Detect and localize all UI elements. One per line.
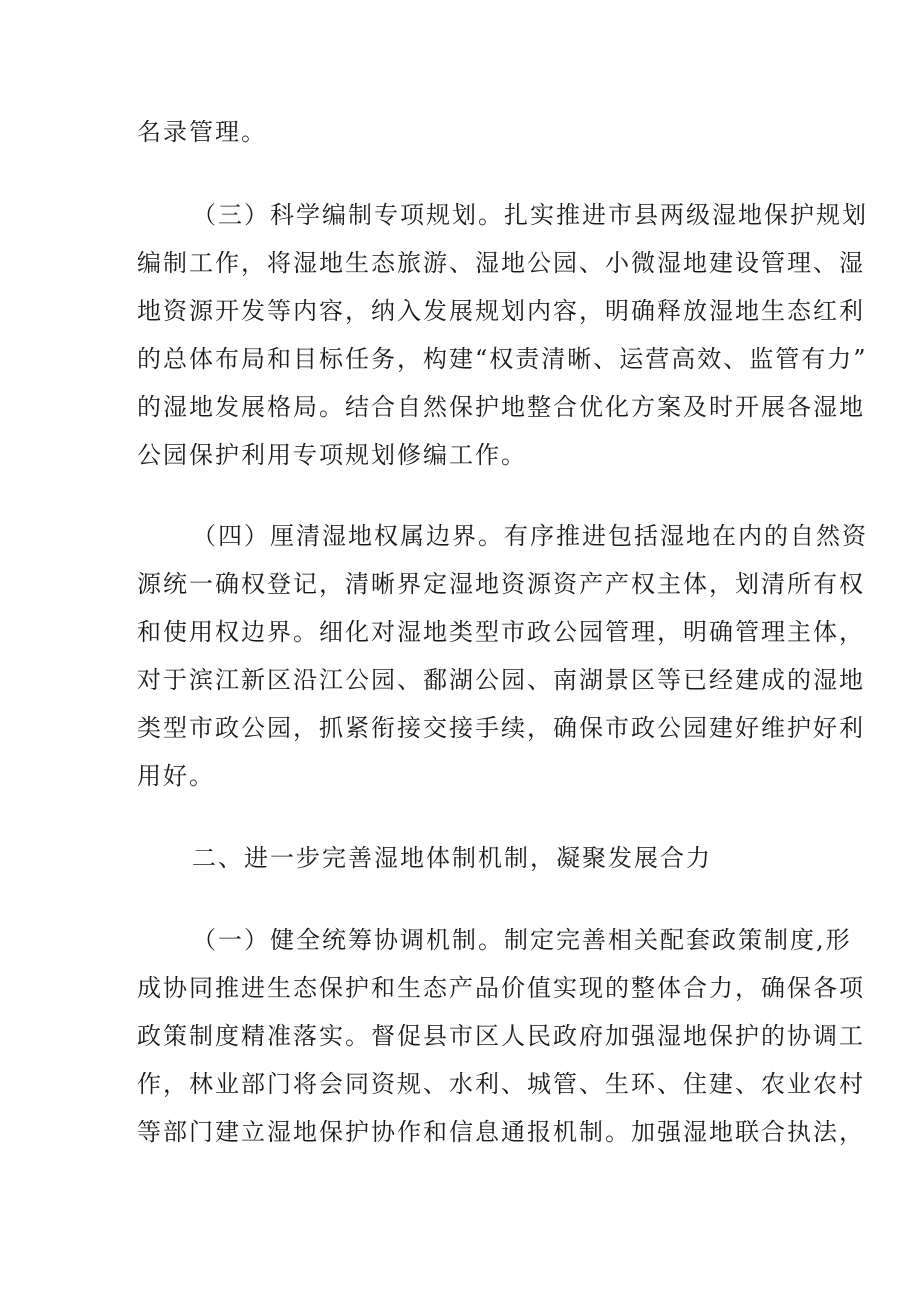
paragraph-line: （四）厘清湿地权属边界。有序推进包括湿地在内的自然资 bbox=[192, 522, 868, 550]
paragraph-line: 对于滨江新区沿江公园、鄱湖公园、南湖景区等已经建成的湿地 bbox=[137, 666, 865, 694]
paragraph-line: 类型市政公园，抓紧衔接交接手续，确保市政公园建好维护好利 bbox=[137, 714, 865, 742]
paragraph-line: 的总体布局和目标任务，构建“权责清晰、运营高效、监管有力” bbox=[137, 345, 868, 373]
paragraph-line: 源统一确权登记，清晰界定湿地资源资产产权主体，划清所有权 bbox=[137, 570, 865, 598]
section-heading: 二、进一步完善湿地体制机制，凝聚发展合力 bbox=[192, 844, 712, 872]
paragraph-line: 公园保护利用专项规划修编工作。 bbox=[137, 441, 527, 469]
paragraph-line: 名录管理。 bbox=[137, 118, 267, 146]
paragraph-line: 成协同推进生态保护和生态产品价值实现的整体合力，确保各项 bbox=[137, 974, 865, 1002]
paragraph-line: 作，林业部门将会同资规、水利、城管、生环、住建、农业农村 bbox=[137, 1070, 865, 1098]
paragraph-line: 编制工作，将湿地生态旅游、湿地公园、小微湿地建设管理、湿 bbox=[137, 249, 865, 277]
paragraph-line: 和使用权边界。细化对湿地类型市政公园管理，明确管理主体， bbox=[137, 618, 865, 646]
paragraph-line: 的湿地发展格局。结合自然保护地整合优化方案及时开展各湿地 bbox=[137, 393, 865, 421]
paragraph-line: （一）健全统筹协调机制。制定完善相关配套政策制度,形 bbox=[192, 926, 852, 954]
paragraph-line: （三）科学编制专项规划。扎实推进市县两级湿地保护规划 bbox=[192, 201, 868, 229]
paragraph-line: 用好。 bbox=[137, 762, 215, 790]
paragraph-line: 政策制度精准落实。督促县市区人民政府加强湿地保护的协调工 bbox=[137, 1022, 865, 1050]
paragraph-line: 地资源开发等内容，纳入发展规划内容，明确释放湿地生态红利 bbox=[137, 297, 865, 325]
paragraph-line: 等部门建立湿地保护协作和信息通报机制。加强湿地联合执法， bbox=[137, 1118, 865, 1146]
